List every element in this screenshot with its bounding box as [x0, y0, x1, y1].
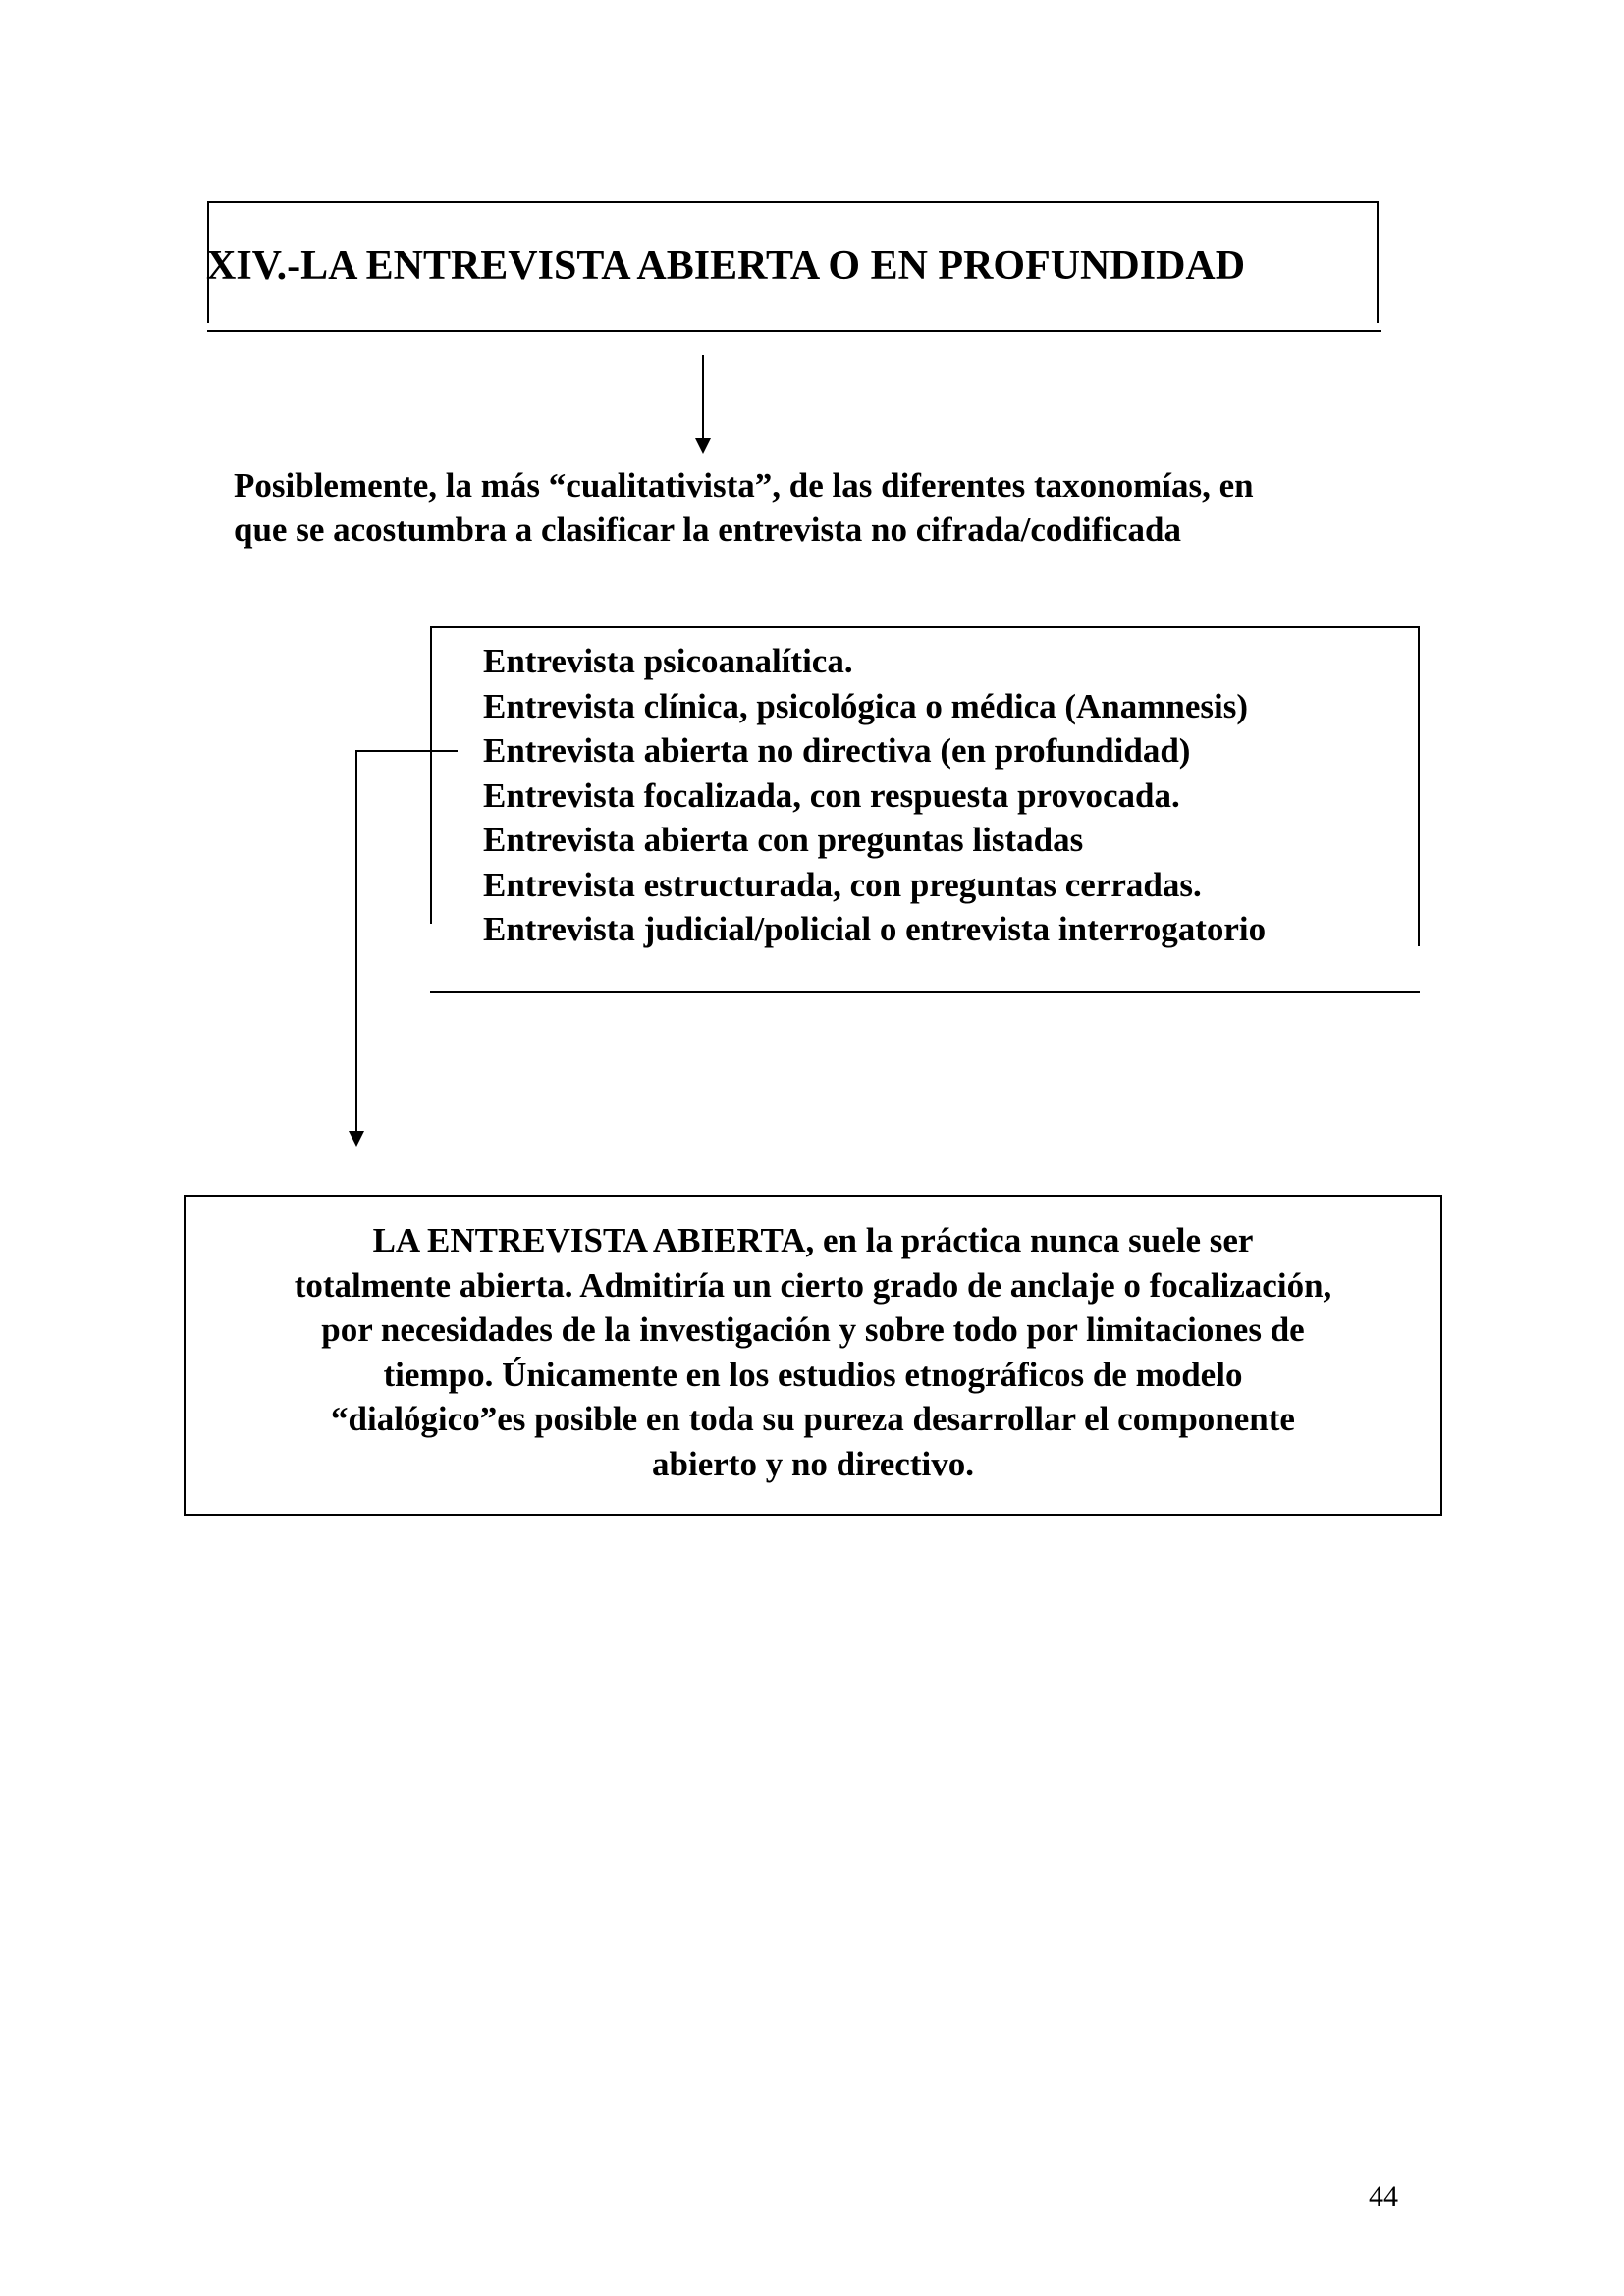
conclusion-line: por necesidades de la investigación y sobre todo por limitaciones de [321, 1310, 1305, 1349]
types-box-left-border [430, 626, 432, 924]
list-item: Entrevista estructurada, con preguntas cerradas. [483, 865, 1202, 904]
title-box-top-border [207, 201, 1379, 203]
intro-line: que se acostumbra a clasificar la entrevista no cifrada/codificada [234, 510, 1181, 549]
connector-arrow-head [349, 1131, 364, 1147]
connector-vertical [355, 750, 357, 1143]
title-box-bottom-border [207, 330, 1381, 332]
list-item: Entrevista clínica, psicológica o médica (Anamnesis) [483, 686, 1249, 725]
list-item: Entrevista judicial/policial o entrevista interrogatorio [483, 910, 1267, 948]
connector-horizontal [355, 750, 458, 752]
list-item: Entrevista psicoanalítica. [483, 642, 853, 680]
conclusion-box [184, 1195, 1442, 1516]
title-arrow-shaft [702, 355, 704, 440]
intro-paragraph [234, 463, 1412, 552]
conclusion-line: totalmente abierta. Admitiría un cierto grado de anclaje o focalización, [294, 1265, 1332, 1305]
title-box-right-border [1377, 201, 1379, 323]
list-item: Entrevista abierta con preguntas listadas [483, 821, 1084, 859]
conclusion-line: abierto y no directivo. [652, 1444, 974, 1483]
conclusion-text [186, 1218, 1440, 1486]
page-title: XIV.-LA ENTREVISTA ABIERTA O EN PROFUNDIDAD [206, 243, 1246, 289]
title-arrow-head [695, 438, 711, 454]
interview-types-list [483, 639, 1426, 952]
types-box-bottom-border [430, 991, 1420, 993]
conclusion-line: “dialógico”es posible en toda su pureza desarrollar el componente [331, 1400, 1295, 1438]
list-item: Entrevista abierta no directiva (en profundidad) [483, 731, 1191, 770]
page-number: 44 [1369, 2180, 1398, 2213]
list-item: Entrevista focalizada, con respuesta provocada. [483, 775, 1180, 815]
conclusion-line: tiempo. Únicamente en los estudios etnográficos de modelo [383, 1355, 1243, 1394]
conclusion-line: LA ENTREVISTA ABIERTA, en la práctica nunca suele ser [372, 1221, 1254, 1259]
intro-line: Posiblemente, la más “cualitativista”, de las diferentes taxonomías, en [234, 466, 1254, 505]
types-box-top-border [430, 626, 1420, 628]
